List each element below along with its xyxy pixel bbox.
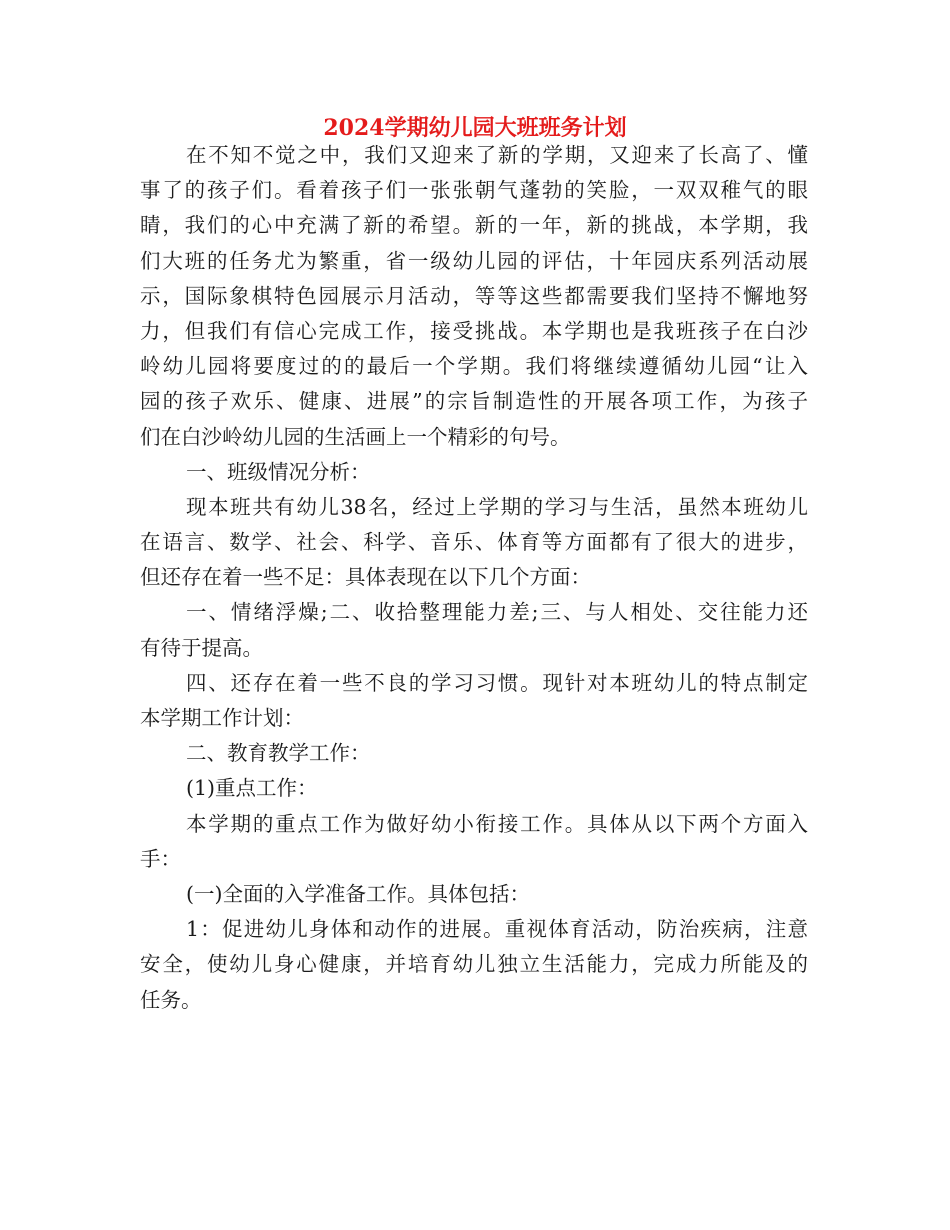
text-line: 在不知不觉之中，我们又迎来了新的学期，又迎来了长高了、懂 [186,143,808,167]
document-title: 2024学期幼儿园大班班务计划 [323,115,627,141]
section-heading: 一、班级情况分析： [186,459,371,484]
text-line: 任务。 [140,987,202,1012]
text-line: 有待于提高。 [140,635,263,660]
text-line: 事了的孩子们。看着孩子们一张张朝气蓬勃的笑脸，一双双稚气的眼 [140,178,808,203]
text-line: 们大班的任务尤为繁重，省一级幼儿园的评估，十年园庆系列活动展 [140,248,808,273]
text-line: 1：促进幼儿身体和动作的进展。重视体育活动，防治疾病，注意 [186,917,808,942]
text-line: 手： [140,846,181,871]
section-heading: 二、教育教学工作： [186,741,371,766]
text-line: 岭幼儿园将要度过的的最后一个学期。我们将继续遵循幼儿园“让入 [140,354,808,379]
text-line: 四、还存在着一些不良的学习习惯。现针对本班幼儿的特点制定 [186,670,808,695]
text-line: 们在白沙岭幼儿园的生活画上一个精彩的句号。 [140,424,571,449]
text-line: 安全，使幼儿身心健康，并培育幼儿独立生活能力，完成力所能及的 [140,952,808,977]
text-line: 在语言、数学、社会、科学、音乐、体育等方面都有了很大的进步， [140,530,808,555]
text-line: 本学期工作计划： [140,706,304,730]
text-line: 园的孩子欢乐、健康、进展”的宗旨制造性的开展各项工作，为孩子 [140,389,808,414]
text-line: 睛，我们的心中充满了新的希望。新的一年，新的挑战，本学期，我 [140,213,808,238]
text-line: 一、情绪浮燥;二、收拾整理能力差;三、与人相处、交往能力还 [186,600,808,625]
document-body [140,138,808,1018]
text-line: 现本班共有幼儿38名，经过上学期的学习与生活，虽然本班幼儿 [186,494,808,519]
subsection-heading: (一)全面的入学准备工作。具体包括： [186,881,530,906]
text-line: 但还存在着一些不足：具体表现在以下几个方面： [140,565,591,590]
text-line: 本学期的重点工作为做好幼小衔接工作。具体从以下两个方面入 [186,811,808,836]
text-line: 示，国际象棋特色园展示月活动，等等这些都需要我们坚持不懈地努 [140,283,808,308]
subsection-heading: (1)重点工作： [186,776,318,801]
text-line: 力，但我们有信心完成工作，接受挑战。本学期也是我班孩子在白沙 [140,318,808,343]
